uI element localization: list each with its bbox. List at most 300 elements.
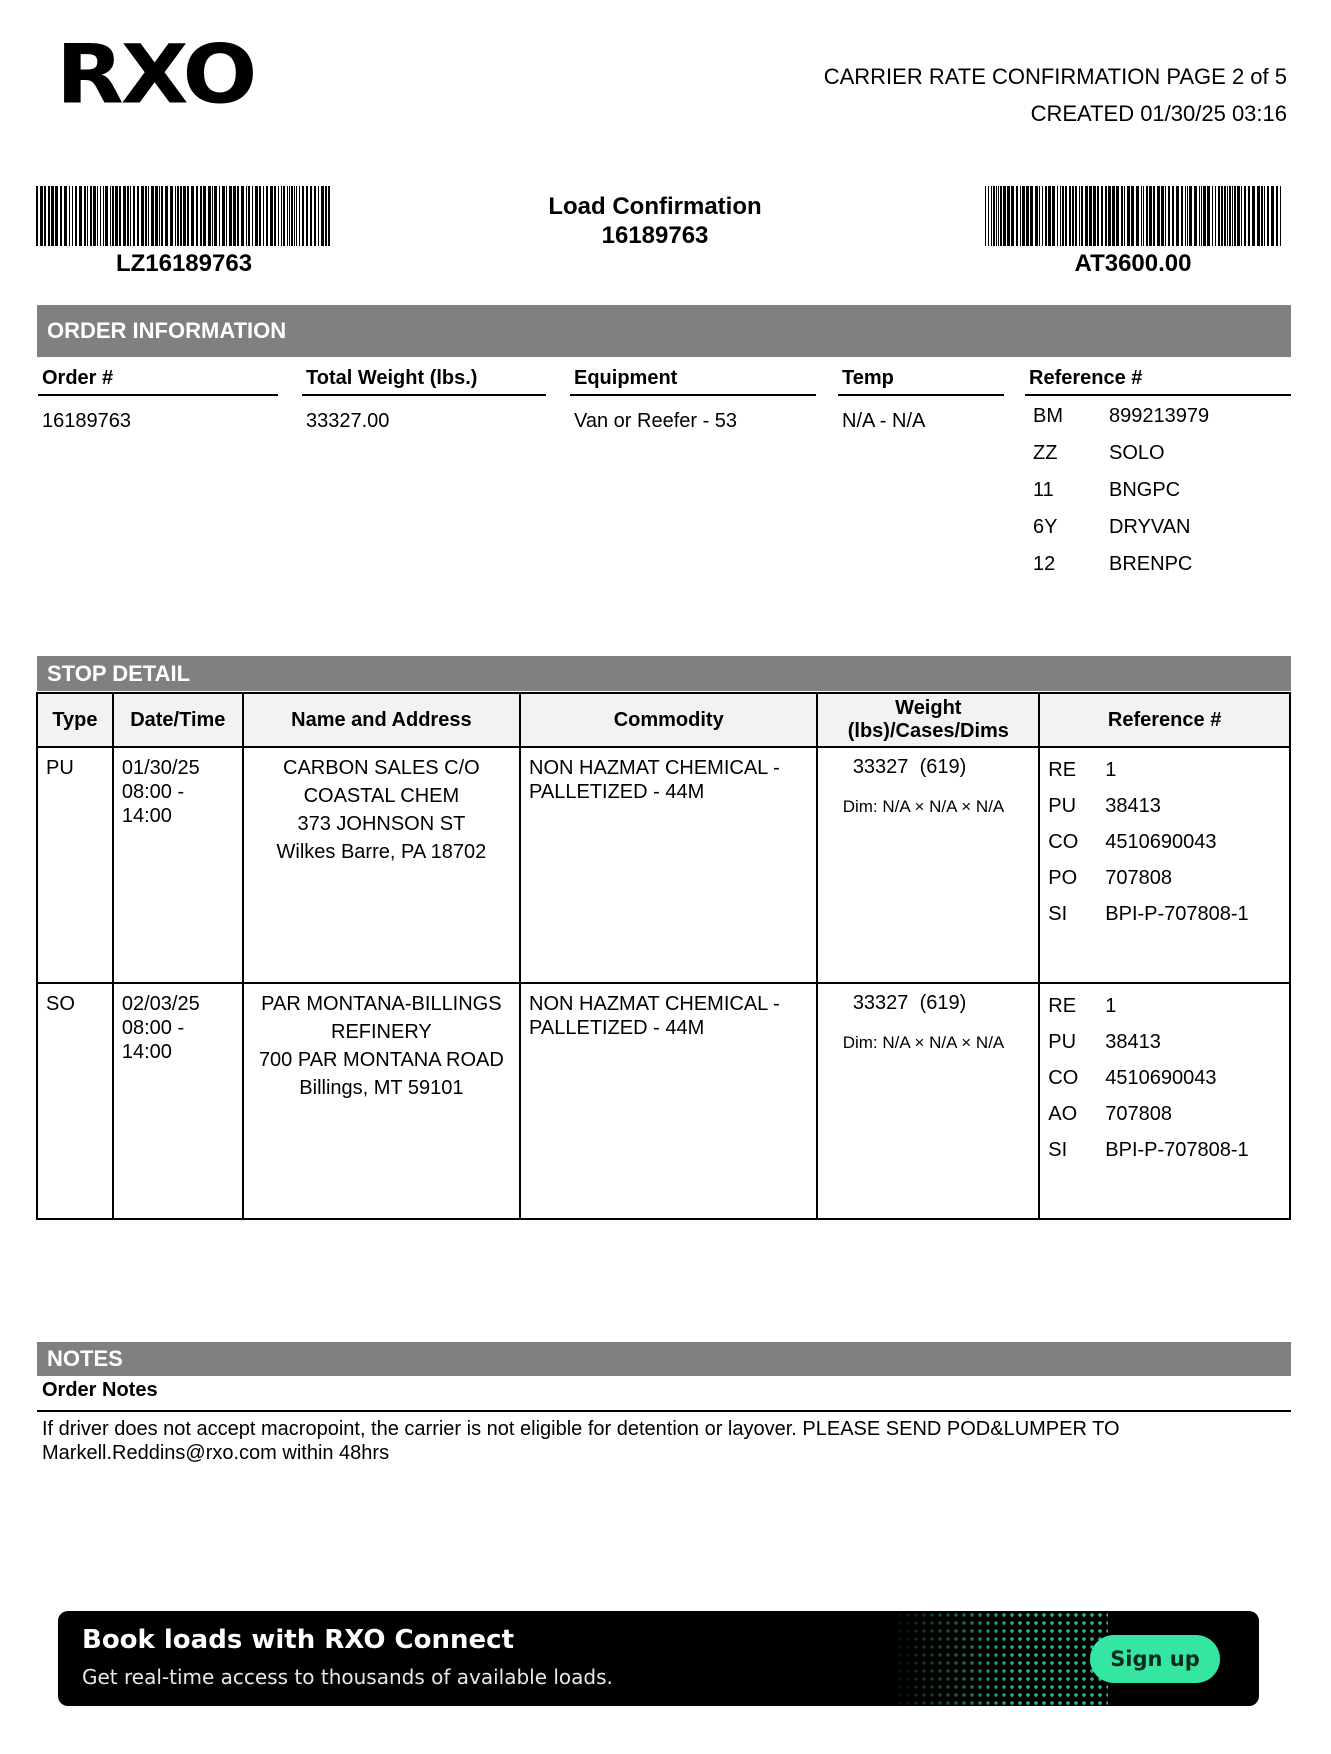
stop-reference-list <box>1040 748 1289 932</box>
barcode-bar <box>241 186 244 246</box>
notes-divider <box>37 1410 1291 1412</box>
reference-value: BNGPC <box>1109 479 1181 501</box>
commodity-line2: PALLETIZED - 44M <box>529 1017 705 1039</box>
barcode-bar <box>263 186 264 246</box>
barcode-bar <box>1072 186 1074 246</box>
barcode-bar <box>1229 186 1231 246</box>
reference-row <box>1040 788 1289 824</box>
barcode-bar <box>214 186 217 246</box>
barcode-bar <box>75 186 77 246</box>
barcode-bar <box>1181 186 1183 246</box>
stop-reference-list <box>1040 984 1289 1168</box>
stop-time-end: 14:00 <box>121 1041 172 1063</box>
barcode-bar <box>148 186 149 246</box>
reference-row <box>1025 509 1291 546</box>
barcode-bar <box>1007 186 1010 246</box>
stop-type: SO <box>46 993 75 1015</box>
barcode-bar <box>191 186 194 246</box>
barcode-bar <box>259 186 261 246</box>
barcode-bar <box>127 186 129 246</box>
barcode-bar <box>93 186 96 246</box>
reference-value: 38413 <box>1105 1030 1161 1053</box>
created-timestamp: CREATED 01/30/25 03:16 <box>1030 101 1287 126</box>
total-weight-column <box>302 367 546 433</box>
stop-street: 373 JOHNSON ST <box>297 813 466 835</box>
equipment-value: Van or Reefer - 53 <box>574 410 738 432</box>
barcode-bar <box>1057 186 1058 246</box>
barcode-bar <box>60 186 62 246</box>
barcode-bar <box>281 186 282 246</box>
barcode-bar <box>36 186 38 246</box>
barcode-bar <box>1042 186 1043 246</box>
barcode-bar <box>222 186 225 246</box>
barcode-bar <box>141 186 144 246</box>
stop-name-line1: CARBON SALES C/O <box>283 757 480 779</box>
stop-time-start: 08:00 - <box>121 1017 185 1039</box>
barcode-bar <box>155 186 158 246</box>
barcode-bar <box>1194 186 1197 246</box>
reference-value: 1 <box>1105 994 1117 1017</box>
total-weight-value: 33327.00 <box>306 410 390 432</box>
reference-value: 4510690043 <box>1105 1066 1217 1089</box>
barcode-bar <box>84 186 86 246</box>
datetime-header: Date/Time <box>113 693 243 747</box>
rxo-logo: RXO <box>56 26 255 122</box>
weight-header <box>817 693 1039 747</box>
barcode-bar <box>110 186 111 246</box>
barcode-bar <box>219 186 220 246</box>
barcode-bar <box>1003 186 1006 246</box>
barcode-bar <box>1108 186 1111 246</box>
stop-name-line2: REFINERY <box>331 1021 432 1043</box>
stop-weight <box>818 984 1038 1053</box>
barcode-bar <box>1189 186 1192 246</box>
order-number-column <box>38 367 278 433</box>
barcode-bar <box>287 186 288 246</box>
reference-row <box>1040 1060 1289 1096</box>
barcode-bar <box>51 186 54 246</box>
barcode-bar <box>79 186 82 246</box>
barcode-bar <box>255 186 258 246</box>
temp-header: Temp <box>838 367 1004 396</box>
barcode-bar <box>170 186 173 246</box>
barcode-bar <box>103 186 104 246</box>
barcode-bar <box>1168 186 1170 246</box>
barcode-bar <box>130 186 131 246</box>
stop-date: 01/30/25 <box>121 757 200 779</box>
barcode-bar <box>1237 186 1240 246</box>
order-notes-text <box>42 1417 1282 1465</box>
barcode-bar <box>1000 186 1002 246</box>
temp-column <box>838 367 1004 433</box>
stop-name-line2: COASTAL CHEM <box>303 785 460 807</box>
barcode-bar <box>985 186 986 246</box>
barcode-bar <box>1079 186 1080 246</box>
barcode-bar <box>187 186 189 246</box>
barcode-bar <box>1187 186 1188 246</box>
reference-row <box>1040 988 1289 1024</box>
barcode-bar <box>1257 186 1260 246</box>
dims-value: Dim: N/A × N/A × N/A <box>842 1033 1005 1052</box>
weight-header-line1: Weight <box>895 697 962 719</box>
barcode-bar <box>996 186 997 246</box>
reference-value: 38413 <box>1105 794 1161 817</box>
barcode-bar <box>115 186 118 246</box>
barcode-bar <box>1146 186 1148 246</box>
weight-value: 33327 <box>852 756 909 778</box>
reference-value: SOLO <box>1109 442 1165 464</box>
reference-code: SI <box>1048 902 1068 925</box>
barcode-bar <box>1131 186 1134 246</box>
barcode-bar <box>212 186 213 246</box>
reference-value: BRENPC <box>1109 553 1193 575</box>
barcode-bar <box>237 186 239 246</box>
barcode-bar <box>291 186 293 246</box>
barcode-bar <box>203 186 206 246</box>
table-row <box>37 983 1290 1219</box>
barcode-bar <box>1267 186 1269 246</box>
right-barcode <box>985 186 1281 246</box>
barcode-bar <box>208 186 211 246</box>
stop-time-end: 14:00 <box>121 805 172 827</box>
weight-cases <box>826 992 1004 1015</box>
barcode-bar <box>48 186 50 246</box>
weight-header-line2: (lbs)/Cases/Dims <box>847 720 1009 742</box>
order-information-header: ORDER INFORMATION <box>37 305 1291 357</box>
barcode-bar <box>246 186 247 246</box>
stop-detail-table <box>36 692 1291 1220</box>
barcode-bar <box>1252 186 1255 246</box>
total-weight-header: Total Weight (lbs.) <box>302 367 546 396</box>
barcode-bar <box>266 186 268 246</box>
barcode-bar <box>1261 186 1263 246</box>
barcode-bar <box>55 186 58 246</box>
barcode-bar <box>44 186 46 246</box>
barcode-bar <box>1207 186 1210 246</box>
reference-header: Reference # <box>1025 367 1291 396</box>
left-barcode-label: LZ16189763 <box>115 250 253 277</box>
barcode-bar <box>1069 186 1071 246</box>
barcode-bar <box>159 186 160 246</box>
barcode-bar <box>161 186 163 246</box>
barcode-bar <box>1224 186 1226 246</box>
stop-city: Wilkes Barre, PA 18702 <box>276 841 487 863</box>
barcode-bar <box>1075 186 1077 246</box>
weight-value: 33327 <box>852 992 909 1014</box>
barcode-bar <box>1026 186 1029 246</box>
barcode-bar <box>1016 186 1018 246</box>
barcode-bar <box>1039 186 1040 246</box>
title-text: Load Confirmation <box>548 193 762 220</box>
barcode-bar <box>328 186 330 246</box>
barcode-bar <box>1093 186 1096 246</box>
stop-address <box>244 748 519 866</box>
barcode-bar <box>1201 186 1202 246</box>
barcode-bar <box>100 186 101 246</box>
order-number-header: Order # <box>38 367 278 396</box>
barcode-bar <box>226 186 227 246</box>
stop-reference-header: Reference # <box>1039 693 1290 747</box>
barcode-bar <box>321 186 324 246</box>
stop-city: Billings, MT 59101 <box>299 1077 464 1099</box>
reference-code: SI <box>1048 1138 1068 1161</box>
reference-value: 4510690043 <box>1105 830 1217 853</box>
order-notes-label: Order Notes <box>42 1379 158 1401</box>
barcode-bar <box>991 186 992 246</box>
barcode-bar <box>1248 186 1250 246</box>
banner-headline: Book loads with RXO Connect <box>82 1625 514 1655</box>
reference-row <box>1040 1024 1289 1060</box>
dims-value: Dim: N/A × N/A × N/A <box>842 797 1005 816</box>
barcode-bar <box>1116 186 1119 246</box>
barcode-bar <box>1276 186 1278 246</box>
barcode-bar <box>1045 186 1047 246</box>
barcode-bar <box>1185 186 1186 246</box>
barcode-bar <box>1089 186 1092 246</box>
reference-value: 707808 <box>1105 1102 1173 1125</box>
barcode-bar <box>72 186 73 246</box>
barcode-bar <box>151 186 154 246</box>
barcode-bar <box>1176 186 1179 246</box>
cases-value: (619) <box>919 992 967 1014</box>
barcode-bar <box>229 186 232 246</box>
barcode-bar <box>274 186 276 246</box>
barcode-bar <box>1124 186 1125 246</box>
stop-date: 02/03/25 <box>121 993 200 1015</box>
barcode-bar <box>1199 186 1200 246</box>
stop-datetime <box>114 984 242 1064</box>
commodity-line1: NON HAZMAT CHEMICAL - <box>529 993 780 1015</box>
barcode-bar <box>278 186 279 246</box>
barcode-bar <box>270 186 273 246</box>
barcode-bar <box>1264 186 1265 246</box>
reference-row <box>1040 824 1289 860</box>
name-address-header: Name and Address <box>243 693 520 747</box>
barcode-bar <box>1165 186 1166 246</box>
barcode-bar <box>233 186 236 246</box>
barcode-bar <box>993 186 995 246</box>
order-notes-line2: Markell.Reddins@rxo.com within 48hrs <box>42 1442 390 1464</box>
barcode-bar <box>1143 186 1144 246</box>
barcode-bar <box>1232 186 1233 246</box>
reference-code: BM <box>1033 405 1063 427</box>
reference-row <box>1025 472 1291 509</box>
barcode-bar <box>299 186 300 246</box>
barcode-bar <box>325 186 327 246</box>
barcode-bar <box>1085 186 1088 246</box>
document-title: CARRIER RATE CONFIRMATION PAGE 2 of 5 <box>823 64 1287 89</box>
barcode-bar <box>137 186 139 246</box>
barcode-bar <box>1011 186 1014 246</box>
reference-code: ZZ <box>1033 442 1058 464</box>
barcode-bar <box>1157 186 1160 246</box>
equipment-header: Equipment <box>570 367 816 396</box>
barcode-bar <box>1052 186 1055 246</box>
barcode-bar <box>196 186 198 246</box>
reference-code: 6Y <box>1033 516 1058 538</box>
barcode-bar <box>998 186 999 246</box>
reference-row <box>1025 435 1291 472</box>
barcode-bar <box>289 186 290 246</box>
reference-row <box>1040 896 1289 932</box>
type-header: Type <box>37 693 113 747</box>
barcode-bar <box>296 186 297 246</box>
commodity-header: Commodity <box>520 693 817 747</box>
barcode-bar <box>310 186 312 246</box>
barcode-bar <box>1280 186 1281 246</box>
reference-code: PU <box>1048 794 1077 817</box>
reference-row <box>1040 752 1289 788</box>
barcode-bar <box>1227 186 1228 246</box>
barcode-bar <box>105 186 108 246</box>
barcode-bar <box>175 186 176 246</box>
barcode-bar <box>1153 186 1155 246</box>
stop-type: PU <box>46 757 74 779</box>
barcode-bar <box>165 186 168 246</box>
barcode-bar <box>1215 186 1216 246</box>
load-confirmation-title <box>480 192 830 250</box>
stop-address <box>244 984 519 1102</box>
barcode-bar <box>988 186 989 246</box>
reference-code: 12 <box>1033 553 1056 575</box>
barcode-bar <box>1241 186 1242 246</box>
barcode-bar <box>248 186 250 246</box>
reference-code: RE <box>1048 758 1077 781</box>
stop-weight <box>818 748 1038 817</box>
barcode-bar <box>97 186 98 246</box>
barcode-bar <box>1149 186 1152 246</box>
barcode-bar <box>1065 186 1067 246</box>
barcode-bar <box>1101 186 1103 246</box>
stop-street: 700 PAR MONTANA ROAD <box>258 1049 504 1071</box>
barcode-bar <box>1035 186 1038 246</box>
barcode-bar <box>1060 186 1061 246</box>
stop-detail-header: STOP DETAIL <box>37 656 1291 691</box>
barcode-bar <box>69 186 70 246</box>
barcode-bar <box>40 186 43 246</box>
barcode-bar <box>145 186 147 246</box>
barcode-bar <box>1218 186 1220 246</box>
stop-commodity <box>521 748 816 804</box>
barcode-bar <box>252 186 253 246</box>
barcode-bar <box>177 186 179 246</box>
barcode-bar <box>1062 186 1064 246</box>
reference-row <box>1025 398 1291 435</box>
barcode-bar <box>1112 186 1115 246</box>
commodity-line2: PALLETIZED - 44M <box>529 781 705 803</box>
reference-code: CO <box>1048 830 1079 853</box>
table-row <box>37 747 1290 983</box>
reference-code: PU <box>1048 1030 1077 1053</box>
barcode-bar <box>1022 186 1025 246</box>
barcode-bar <box>283 186 285 246</box>
sign-up-button[interactable]: Sign up <box>1090 1635 1220 1683</box>
dot-pattern-decoration <box>888 1611 1108 1706</box>
barcode-bar <box>314 186 316 246</box>
order-number-value: 16189763 <box>42 410 131 432</box>
barcode-bar <box>1172 186 1174 246</box>
equipment-column <box>570 367 816 433</box>
barcode-bar <box>1212 186 1213 246</box>
reference-value: BPI-P-707808-1 <box>1105 902 1249 925</box>
barcode-bar <box>119 186 121 246</box>
rxo-connect-banner[interactable] <box>58 1611 1259 1706</box>
reference-value: BPI-P-707808-1 <box>1105 1138 1249 1161</box>
reference-value: 1 <box>1105 758 1117 781</box>
barcode-bar <box>1221 186 1223 246</box>
reference-value: 899213979 <box>1109 405 1210 427</box>
barcode-bar <box>1097 186 1099 246</box>
barcode-bar <box>302 186 304 246</box>
barcode-bar <box>1030 186 1033 246</box>
barcode-bar <box>90 186 92 246</box>
reference-row <box>1025 546 1291 583</box>
reference-code: CO <box>1048 1066 1079 1089</box>
stop-datetime <box>114 748 242 828</box>
left-barcode <box>36 186 332 246</box>
barcode-bar <box>133 186 135 246</box>
barcode-bar <box>1161 186 1164 246</box>
cases-value: (619) <box>919 756 967 778</box>
barcode-bar <box>1141 186 1142 246</box>
barcode-bar <box>112 186 114 246</box>
barcode-bar <box>306 186 308 246</box>
barcode-bar <box>200 186 202 246</box>
stop-commodity <box>521 984 816 1040</box>
notes-header: NOTES <box>37 1342 1291 1376</box>
barcode-bar <box>1234 186 1236 246</box>
reference-column <box>1025 367 1291 583</box>
banner-subtext: Get real-time access to thousands of available loads. <box>82 1665 613 1689</box>
load-number: 16189763 <box>601 222 709 249</box>
reference-code: AO <box>1048 1102 1078 1125</box>
barcode-bar <box>1244 186 1246 246</box>
barcode-bar <box>183 186 186 246</box>
reference-row <box>1040 860 1289 896</box>
barcode-bar <box>1020 186 1021 246</box>
stop-table-header-row <box>37 693 1290 747</box>
barcode-bar <box>180 186 182 246</box>
barcode-bar <box>294 186 295 246</box>
barcode-bar <box>1105 186 1107 246</box>
reference-value: 707808 <box>1105 866 1173 889</box>
reference-row <box>1040 1096 1289 1132</box>
reference-code: RE <box>1048 994 1077 1017</box>
order-notes-line1: If driver does not accept macropoint, the carrier is not eligible for detention or layover. PLEASE SEND POD&LUMPER TO <box>42 1418 1120 1440</box>
reference-code: 11 <box>1033 479 1054 501</box>
barcode-bar <box>64 186 67 246</box>
right-barcode-label: AT3600.00 <box>1074 250 1192 277</box>
order-reference-list <box>1025 396 1291 583</box>
stop-name-line1: PAR MONTANA-BILLINGS <box>261 993 502 1015</box>
reference-code: PO <box>1048 866 1078 889</box>
stop-time-start: 08:00 - <box>121 781 185 803</box>
reference-value: DRYVAN <box>1109 516 1191 538</box>
barcode-bar <box>1136 186 1139 246</box>
weight-cases <box>826 756 1004 779</box>
reference-row <box>1040 1132 1289 1168</box>
barcode-bar <box>1081 186 1083 246</box>
barcode-bar <box>318 186 319 246</box>
barcode-bar <box>123 186 126 246</box>
commodity-line1: NON HAZMAT CHEMICAL - <box>529 757 780 779</box>
temp-value: N/A - N/A <box>842 410 926 432</box>
barcode-bar <box>1127 186 1130 246</box>
barcode-bar <box>1121 186 1123 246</box>
barcode-bar <box>1271 186 1274 246</box>
barcode-bar <box>1048 186 1051 246</box>
barcode-bar <box>1203 186 1206 246</box>
